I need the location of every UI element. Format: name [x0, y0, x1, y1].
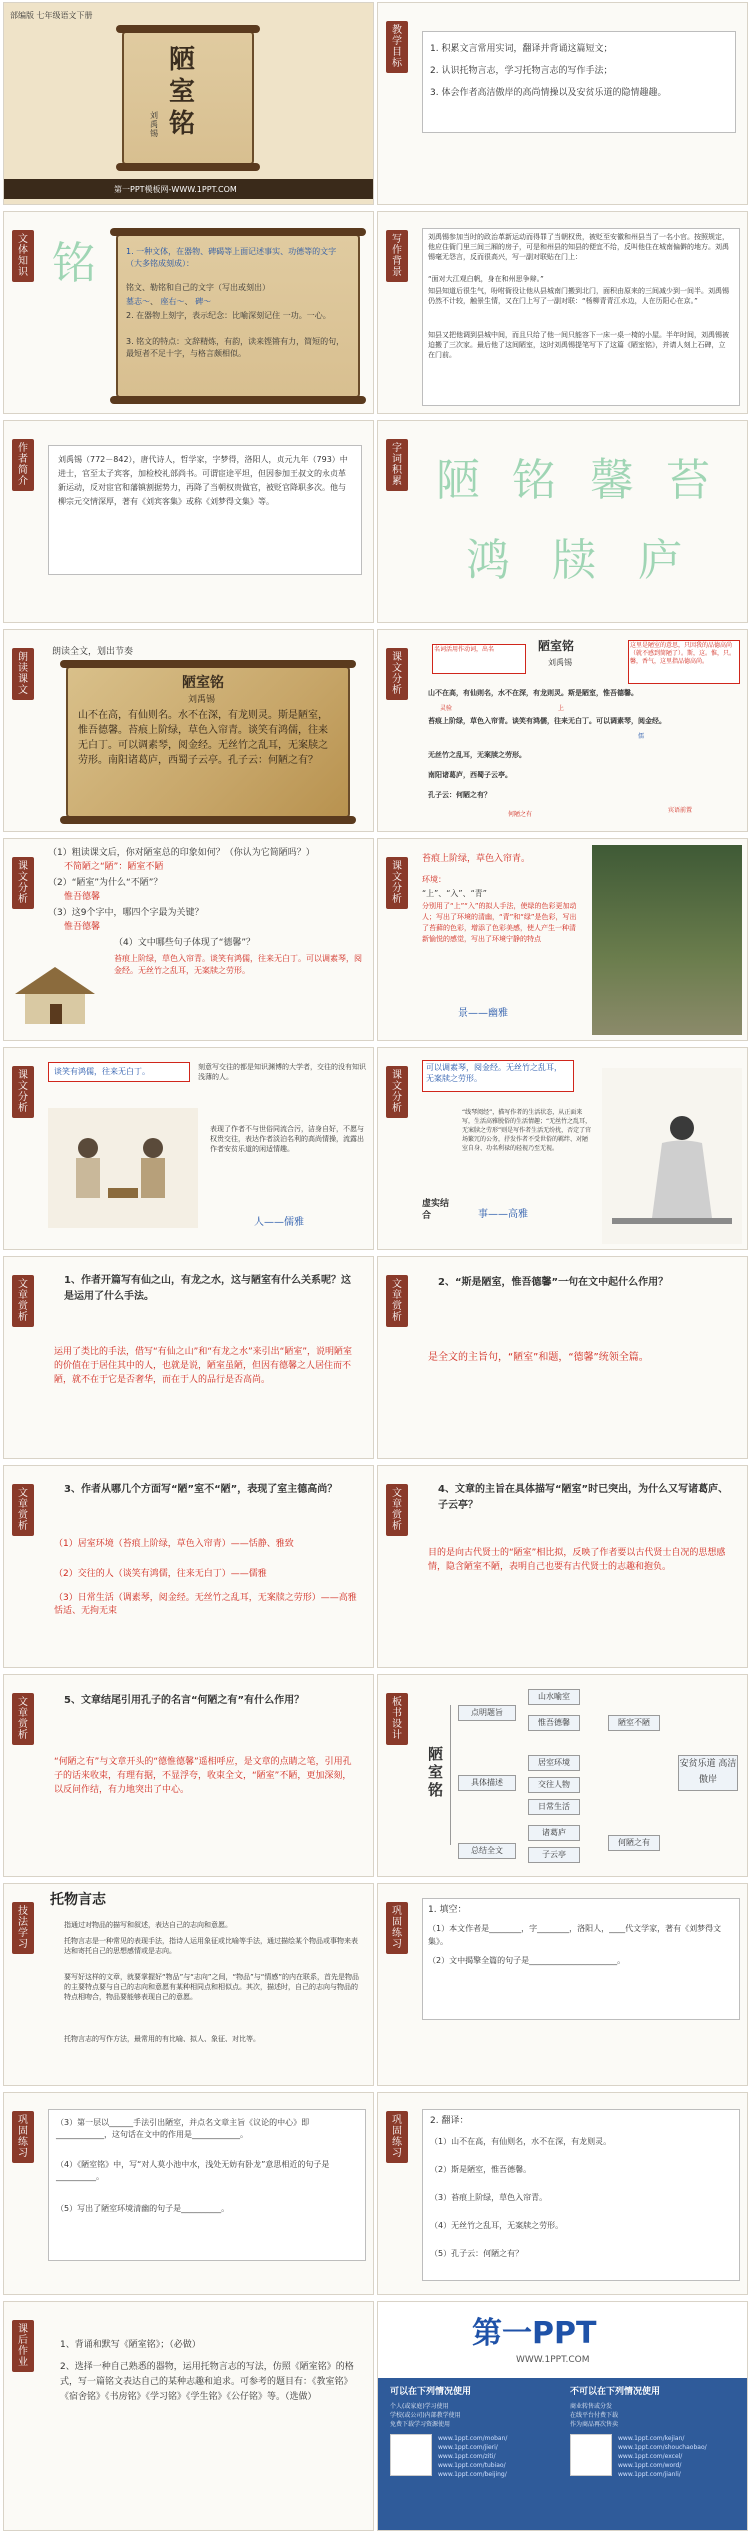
q4: （4）文中哪些句子体现了“德馨”？	[114, 938, 256, 948]
slide-board-design	[377, 1674, 748, 1877]
slide-practice-1	[377, 1883, 748, 2086]
leaf-5: 日常生活	[528, 1799, 580, 1815]
genre-text-3: 2. 在器物上刻字，表示纪念：比喻深刻记住 一功。一心。	[126, 311, 331, 320]
section-tag: 课 后 作 业	[12, 2320, 34, 2372]
a3: 惟吾德馨	[64, 922, 101, 932]
slide-homework	[3, 2301, 374, 2531]
forbidden-head: 不可以在下列情况使用	[570, 2387, 661, 2397]
poet-image	[602, 1068, 742, 1244]
ming-char: 铭	[52, 238, 96, 289]
env-line: 苔痕上阶绿，草色入帘青。	[422, 854, 531, 864]
analysis-q2: 2、“斯是陋室，惟吾德馨”一句在文中起什么作用？	[438, 1277, 669, 1288]
practice-3-line-3: （3）苔痕上阶绿，草色入帘青。	[430, 2193, 548, 2202]
slide-reading	[3, 629, 374, 832]
branch-1: 点明题旨	[458, 1705, 516, 1721]
links-left: www.1ppt.com/moban/ www.1ppt.com/jieri/ www.1ppt.com/ziti/ www.1ppt.com/tubiao/ www.1ppt.com/beijing/	[438, 2435, 508, 2478]
section-tag: 作 者 简 介	[12, 439, 34, 491]
label-5: 何陋之有	[508, 811, 533, 818]
genre-text-2: 铭文、勒铭和自己的文字（写出或刻出）	[126, 283, 270, 292]
link-muzhi[interactable]: 墓志～	[126, 297, 150, 306]
reading-title: 陋室铭	[182, 675, 224, 691]
technique-title: 托物言志	[50, 1892, 106, 1908]
slide-env	[377, 838, 748, 1041]
background-para-2: “面对大江观白帆，身在和州思争辩。”	[428, 275, 544, 283]
q3: （3）这9个字中，哪四个字最为关键？	[48, 908, 204, 918]
genre-text-4: 3. 铭文的特点：文辞精炼，有韵，读来铿锵有力，简短的句，最短者不足十字，与格言颇相似。	[126, 337, 345, 358]
slide-cover	[3, 2, 374, 205]
technique-p3: 要写好这样的文章，就要掌握好“物品”与“志向”之间，“物品”与“情感”的内在联系，首先是物品的主要特点要与自己的志向和意愿有某种相同点和相似点。其次，描述时，自己的志向与物品的特点相吻合，物品要能够表现自己的意愿。	[64, 1973, 360, 2001]
background-para-3: 知县知道后很生气，吩咐衙役让他从县城南门搬到北门，面积由原来的三间减少到一间半。刘禹锡仍然不计较，触景生情，又在门上写了一副对联：“杨柳青青江水边，人在历阳心在京。”	[428, 287, 729, 305]
life-summary: 事——高雅	[478, 1209, 528, 1220]
analysis-a3-3: （3）日常生活（调素琴，阅金经。无丝竹之乱耳，无案牍之劳形）——高雅恬适、无拘无束	[54, 1593, 357, 1616]
section-tag: 文 章 赏 析	[12, 1693, 34, 1745]
scholars-image	[48, 1108, 198, 1228]
section-tag: 朗 读 课 文	[12, 648, 34, 700]
section-tag: 课 文 分 析	[386, 648, 408, 700]
analysis-a3-2: （2）交往的人（谈笑有鸿儒，往来无白丁）——儒雅	[54, 1569, 267, 1579]
people-line: 谈笑有鸿儒，往来无白丁。	[54, 1067, 150, 1076]
a1: 不简陋之“陋”：陋室不陋	[64, 862, 164, 872]
objective-2: 2. 认识托物言志，学习托物言志的写作手法；	[430, 66, 613, 76]
title-char-3: 铭	[169, 109, 196, 139]
section-tag: 板 书 设 计	[386, 1693, 408, 1745]
section-tag: 文 章 赏 析	[12, 1484, 34, 1536]
section-tag: 文 章 赏 析	[386, 1484, 408, 1536]
section-tag: 巩 固 练 习	[12, 2111, 34, 2163]
label-2: 上	[558, 705, 565, 712]
section-tag: 技 法 学 习	[12, 1902, 34, 1954]
section-tag: 巩 固 练 习	[386, 2111, 408, 2163]
slide-annotated-text	[377, 629, 748, 832]
links-right: www.1ppt.com/kejian/ www.1ppt.com/shouchaobao/ www.1ppt.com/excel/ www.1ppt.com/word/ www.1ppt.com/jianli/	[618, 2435, 707, 2478]
genre-text-1: 1. 一种文体，在器物、碑碣等上面记述事实、功德等的文字（大多铭成刻成）：	[126, 247, 337, 268]
slide-analysis-3	[3, 1465, 374, 1668]
section-tag: 写 作 背 景	[386, 230, 408, 282]
analysis-a2: 是全文的主旨句，“陋室”和题，“德馨”统领全篇。	[428, 1352, 649, 1363]
annotated-line-4: 南阳诸葛庐，西蜀子云亭。	[428, 771, 512, 779]
reading-body: 山不在高，有仙则名。水不在深，有龙则灵。斯是陋室，惟吾德馨。苔痕上阶绿，草色入帘青。谈笑有鸿儒，往来无白丁。可以调素琴，阅金经。无丝竹之乱耳，无案牍之劳形。南阳诸葛庐，西蜀子云亭。孔子云：何陋之有？	[78, 710, 328, 766]
slide-genre	[3, 211, 374, 414]
grade-label: 部编版 七年级语文下册	[10, 11, 93, 20]
annotated-line-2: 苔痕上阶绿，草色入帘青。谈笑有鸿儒，往来无白丁。可以调素琴，阅金经。	[428, 717, 666, 725]
slide-vocab	[377, 420, 748, 623]
brand-url[interactable]: WWW.1PPT.COM	[516, 2355, 590, 2365]
analysis-a3-1: （1）居室环境（苔痕上阶绿，草色入帘青）——恬静、雅致	[54, 1539, 294, 1549]
env-summary: 景——幽雅	[458, 1008, 508, 1019]
background-para-1: 刘禹锡参加当时的政治革新运动而得罪了当朝权贵，被贬至安徽和州县当了一名小官。按照规定，他应住衙门里三间三厢的房子，可是和州县的知县的便宜不给，反叫他住在城南偏僻的地方。刘禹锡毫无怨言，反而很高兴，写一副对联贴在门上：	[428, 233, 729, 261]
homework-1: 1、背诵和默写《陋室铭》；（必做）	[60, 2340, 201, 2350]
annotated-line-3: 无丝竹之乱耳，无案牍之劳形。	[428, 751, 526, 759]
analysis-q5: 5、文章结尾引用孔子的名言“何陋之有”有什么作用？	[64, 1695, 305, 1706]
analysis-a1: 运用了类比的手法，借写“有仙之山”和“有龙之水”来引出“陋室”，说明陋室的价值在于居住其中的人，也就是说，陋室虽陋，但因有德馨之人居住而不陋，就不在于它是否奢华，而在于人的品行是否高尚。	[54, 1347, 352, 1385]
slide-background	[377, 211, 748, 414]
people-text-1: 刻意写交往的都是知识渊博的大学者，交往的没有知识浅薄的人。	[198, 1063, 366, 1081]
vocab-char-4: 苔	[666, 455, 710, 506]
practice-3-head: 2. 翻译：	[430, 2116, 469, 2126]
section-tag: 巩 固 练 习	[386, 1902, 408, 1954]
section-tag: 字 词 积 累	[386, 439, 408, 491]
reading-instruction: 朗读全文，划出节奏	[52, 647, 134, 657]
technique-p4: 托物言志的写作方法，最常用的有比喻、拟人、象征、对比等。	[64, 2035, 260, 2043]
vocab-char-7: 庐	[638, 535, 682, 586]
author-para: 刘禹锡（772－842），唐代诗人，哲学家，字梦得，洛阳人，贞元九年（793）中进士，官至太子宾客，加检校礼部尚书。可谓宦途平坦，但因参加王叔文的永贞革新运动，反对宦官和藩镇割据势力，再降了当朝权贵做官，被贬官降职多次。他与柳宗元交情深厚，著有《刘宾客集》或称《刘梦得文集》等。	[58, 455, 348, 506]
slide-practice-2	[3, 2092, 374, 2295]
board-connector	[450, 1705, 451, 1845]
slide-questions-1	[3, 838, 374, 1041]
practice-3-line-2: （2）斯是陋室，惟吾德馨。	[430, 2165, 532, 2174]
env-label: 环境：	[422, 875, 446, 884]
label-3: 儒	[638, 733, 645, 740]
slide-objectives	[377, 2, 748, 205]
section-tag: 课 文 分 析	[12, 857, 34, 909]
reading-author: 刘禹锡	[188, 695, 216, 705]
objective-1: 1. 积累文言常用实词，翻译并背诵这篇短文；	[430, 44, 613, 54]
note-2: 这里是陋室的意思，只因我的品德高尚（就不感到简陋了）。斯，这。惟，只。馨，香气，这里指品德高尚。	[630, 642, 736, 665]
slide-technique	[3, 1883, 374, 2086]
analysis-a5: “何陋之有”与文章开头的“德惟德馨”遥相呼应，是文章的点睛之笔，引用孔子的话来收束，有理有据，不显浮夸，收束全文，“陋室”不陋，更加深刻，以反问作结，有力地突出了中心。	[54, 1757, 352, 1795]
cover-footer-text: 第一PPT模板网-WWW.1PPT.COM	[114, 185, 237, 194]
annotated-author: 刘禹锡	[548, 658, 572, 667]
forest-image	[592, 845, 742, 1035]
analysis-q3: 3、作者从哪几个方面写“陋”室不“陋”，表现了室主德高尚？	[64, 1484, 338, 1495]
analysis-a4: 目的是向古代贤士的“陋室”相比拟，反映了作者要以古代贤士自况的思想感情，隐含陋室不陋，表明自己也要有古代贤士的志趣和抱负。	[428, 1548, 726, 1572]
qr-code-right	[570, 2434, 612, 2476]
vocab-char-6: 牍	[552, 535, 596, 586]
label-1: 灵验	[440, 705, 453, 712]
title-char-1: 陋	[169, 45, 196, 75]
practice-3-line-4: （4）无丝竹之乱耳，无案牍之劳形。	[430, 2221, 564, 2230]
section-tag: 文 章 赏 析	[12, 1275, 34, 1327]
vocab-char-5: 鸿	[466, 535, 510, 586]
slide-life	[377, 1047, 748, 1250]
annotated-title: 陋室铭	[538, 639, 575, 653]
objective-3: 3. 体会作者高洁傲岸的高尚情操以及安贫乐道的隐情趣趣。	[430, 88, 667, 98]
leaf-8: 陋室不陋	[608, 1715, 660, 1731]
slide-analysis-1	[3, 1256, 374, 1459]
section-tag: 课 文 分 析	[12, 1066, 34, 1118]
link-zuoyou[interactable]: 座右～	[160, 297, 185, 306]
leaf-9: 何陋之有	[608, 1835, 660, 1851]
practice-2-line-3: （5）写出了陋室环境清幽的句子是__________。	[56, 2204, 230, 2213]
a2: 惟吾德馨	[64, 892, 101, 902]
brand-logo: 第一PPT	[472, 2316, 597, 2351]
a4: 苔痕上阶绿，草色入帘青。谈笑有鸿儒，往来无白丁。可以调素琴，阅金经。无丝竹之乱耳，无案牍之劳形。	[114, 954, 362, 975]
slide-author	[3, 420, 374, 623]
slide-people	[3, 1047, 374, 1250]
practice-1-head: 1. 填空：	[428, 1905, 467, 1915]
env-keywords: “上”、“入”、“青”	[422, 889, 487, 898]
life-line: 可以调素琴，阅金经。无丝竹之乱耳，无案牍之劳形。	[426, 1063, 562, 1083]
section-tag: 课 文 分 析	[386, 1066, 408, 1118]
life-technique: 虚实结合	[422, 1199, 450, 1221]
leaf-7: 子云亭	[528, 1847, 580, 1863]
analysis-q4: 4、文章的主旨在具体描写“陋室”时已突出，为什么又写诸葛庐、子云亭？	[438, 1484, 729, 1511]
practice-2-line-1: （3）第一层以______手法引出陋室，并点名文章主旨《议论的中心》即____________，这句话在文中的作用是____________。	[56, 2118, 310, 2139]
technique-p2: 托物言志是一种常见的表现手法，指诗人运用象征或比喻等手法，通过描绘某个物品或事物来表达和寄托自己的思想感情或是志向。	[64, 1937, 358, 1955]
slide-analysis-4	[377, 1465, 748, 1668]
practice-3-line-1: （1）山不在高，有仙则名，水不在深，有龙则灵。	[430, 2137, 612, 2146]
life-text: “线琴阅经”，描写作者的生活状态，从正面来写，生活高雅脱俗的生活情趣；“无丝竹之乱耳，无案牍之劳形”则是写作者生活无纷扰，否定了官场繁冗的公务，抒发作者不受世俗的羁绊、对陋室自身、功名利禄的轻视乃至无视。	[462, 1109, 592, 1152]
q1: （1）粗读课文后，你对陋室总的印象如何？（你认为它简陋吗？）	[48, 848, 315, 858]
cover-author: 刘禹锡	[150, 111, 158, 138]
allowed-head: 可以在下列情况使用	[390, 2387, 472, 2397]
people-text-2: 表现了作者不与世俗同流合污，洁身自好，不愿与权贵交往，表达作者淡泊名利的高尚情操，流露出作者安贫乐道的闲适情趣。	[210, 1125, 364, 1153]
env-analysis: 分别用了“上”“入”的拟人手法，使绿的色彩更加动人；写出了环境的清幽，“青”和“绿”是色彩，写出了苔藓的色彩，增添了色彩美感，使人产生一种清新愉悦的感觉，写出了环境宁静的特点	[422, 902, 577, 943]
slide-analysis-2	[377, 1256, 748, 1459]
practice-2-line-2: （4）《陋室铭》中，写“对人莫小池中水，浅处无妨有卧龙”意思相近的句子是__________。	[56, 2160, 330, 2181]
board-result: 安贫乐道 高洁傲岸	[678, 1755, 738, 1791]
practice-1-line-2: （2）文中揭擎全篇的句子是______________________。	[428, 1956, 626, 1965]
vocab-char-2: 铭	[512, 455, 556, 506]
leaf-6: 诸葛庐	[528, 1825, 580, 1841]
analysis-q1: 1、作者开篇写有仙之山，有龙之水，这与陋室有什么关系呢？这是运用了什么手法。	[64, 1275, 351, 1302]
label-4: 宾语前置	[668, 807, 693, 814]
leaf-3: 居室环境	[528, 1755, 580, 1771]
link-bei[interactable]: 碑～	[195, 297, 212, 306]
background-para-4: 知县又把他调到县城中间，而且只给了他一间只能容下一床一桌一椅的小屋。半年时间，刘禹锡被迫搬了三次家。最后他了这间陋室，这时刘禹锡提笔写下了这篇《陋室铭》，并请人刻上石碑，立在门前。	[428, 331, 729, 359]
section-tag: 教 学 目 标	[386, 21, 408, 73]
forbidden-list: 商业转售或分发 在线平台付费下载 作为商品再次售卖	[570, 2403, 619, 2428]
homework-2: 2、选择一种自己熟悉的器物，运用托物言志的写法，仿照《陋室铭》的格式，写一篇铭文表达自己的某种志趣和追求。可参考的题目有：《教室铭》《宿舍铭》《书房铭》《学习铭》《学生铭》《公仔铭》等。（选做）	[60, 2362, 354, 2402]
people-summary: 人——儒雅	[254, 1217, 304, 1228]
slide-analysis-5	[3, 1674, 374, 1877]
board-root: 陋室铭	[428, 1745, 444, 1799]
title-char-2: 室	[169, 77, 196, 107]
allowed-list: 个人(或家庭)学习使用 学校(或公司)内部教学使用 免费下载学习资源使用	[390, 2403, 461, 2428]
practice-3-line-5: （5）孔子云：何陋之有？	[430, 2249, 524, 2258]
branch-3: 总结全文	[458, 1843, 516, 1859]
slide-practice-3	[377, 2092, 748, 2295]
vocab-char-1: 陋	[436, 455, 480, 506]
technique-p1: 指通过对物品的描写和叙述，表达自己的志向和意愿。	[64, 1921, 232, 1929]
qr-code-left	[390, 2434, 432, 2476]
genre-links: 墓志～、 座右～、 碑～	[126, 297, 212, 306]
note-1: 名词活用作动词，出名	[434, 646, 495, 653]
section-tag: 文 章 赏 析	[386, 1275, 408, 1327]
hut-image	[10, 959, 100, 1029]
section-tag: 课 文 分 析	[386, 857, 408, 909]
leaf-1: 山水喻室	[528, 1689, 580, 1705]
vocab-char-3: 馨	[590, 455, 634, 506]
practice-1-line-1: （1）本文作者是________，字________，洛阳人，____代文学家，著有《刘梦得文集》。	[428, 1924, 722, 1946]
branch-2: 具体描述	[458, 1775, 516, 1791]
leaf-4: 交往人物	[528, 1777, 580, 1793]
annotated-line-1: 山不在高，有仙则名，水不在深，有龙则灵。斯是陋室，惟吾德馨。	[428, 689, 638, 697]
q2: （2）“陋室”为什么“不陋”？	[48, 878, 163, 888]
slide-brand	[377, 2301, 748, 2531]
section-tag: 文 体 知 识	[12, 230, 34, 282]
annotated-line-5: 孔子云：何陋之有？	[428, 791, 491, 799]
leaf-2: 惟吾德馨	[528, 1715, 580, 1731]
